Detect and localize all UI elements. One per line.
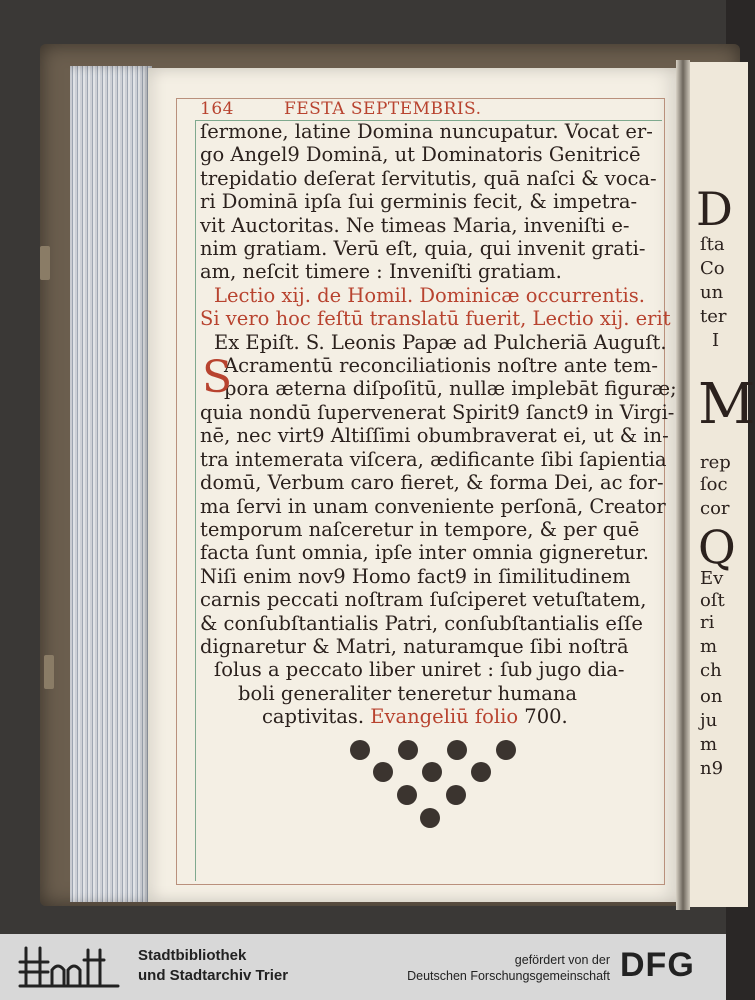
right-page-fragment: ch [700,660,722,681]
right-page-fragment: on [700,686,723,707]
clasp [40,246,50,280]
folio-number: 700. [524,705,568,729]
text-line: Acramentū reconciliationis noſtre ante tem- [224,354,658,378]
ornament-dot [447,740,467,760]
funder-line1: gefördert von der [514,953,610,967]
text-line: temporum naſceretur in tempore, & per quē [200,517,640,541]
text-line: Niſi enim nov9 Homo fact9 in ſimilitudinem [200,564,631,588]
ornament-dot [373,762,393,782]
page-header [200,98,670,120]
source-line: Ex Epiſt. S. Leonis Papæ ad Pulcheriā Auguſt. [214,330,667,354]
right-page-fragment: m [700,734,718,755]
right-page-fragment: rep [700,452,731,473]
page-text [200,98,677,729]
library-name-line2: und Stadtarchiv Trier [138,967,289,984]
ornament-dot [397,785,417,805]
text-line: dignaretur & Matri, naturamque ſibi noſtrā [200,634,629,658]
right-page-fragment: I [712,330,720,351]
text-line: facta ſunt omnia, ipſe inter omnia gigneretur. [200,541,649,565]
ornament-dot [446,785,466,805]
book-gutter [676,60,690,910]
right-page-fragment: ri [700,612,715,633]
text-line: & conſubſtantialis Patri, conſubſtantialis eſſe [200,611,643,635]
right-page-fragment: ju [700,710,718,731]
right-page-fragment: Ev [700,568,724,589]
funder-line2: Deutschen Forschungsgemeinschaft [407,969,610,983]
text-line: ma ſervi in unam conveniente perſonā, Creator [200,494,666,518]
text-line: go Angel9 Dominā, ut Dominatoris Genitricē [200,143,641,167]
right-page-fragment: Co [700,258,725,279]
right-page-fragment: cor [700,498,730,519]
text-line: ſolus a peccato liber uniret : ſub jugo dia- [214,658,625,682]
text-line: nim gratiam. Verū eſt, quia, qui invenit grati- [200,237,646,261]
right-page-fragment: oſt [700,590,725,611]
text-line: nē, nec virt9 Altiſſimi obumbraverat ei, ut & in- [200,424,669,448]
text-line: ri Dominā ipſa ſui germinis fecit, & impetra- [200,190,638,214]
text-line: ſermone, latine Domina nuncupatur. Vocat er- [200,120,653,143]
text-line: carnis peccati noſtram ſuſciperet vetuſtatem, [200,588,647,612]
right-page-fragment: un [700,282,724,303]
text-line: tra intemerata viſcera, ædificante ſibi ſapientia [200,447,667,471]
gospel-reference: Evangeliū folio [370,705,519,729]
right-page-initial: Q [698,520,736,574]
right-page-fragment: ſta [700,234,725,255]
dfg-logo: DFG [620,946,695,984]
library-name-line1: Stadtbibliothek [138,947,247,964]
right-page-fragment: m [700,636,718,657]
ornament-dot [471,762,491,782]
right-page-initial: D [696,182,733,236]
rubric-line: Lectio xij. de Homil. Dominicæ occurrentis. [214,283,645,307]
ornament-dot [496,740,516,760]
page-edges [70,66,152,902]
library-name [138,946,288,986]
final-text: captivitas. [262,705,365,729]
ornament-dot [350,740,370,760]
ornament-dot [398,740,418,760]
library-logo-icon [18,944,128,990]
funder-text [407,952,610,984]
page-number: 164 [200,99,234,119]
text-line: pora æterna diſpoſitū, nullæ implebāt figuræ; [224,377,677,401]
ornament-dot [420,808,440,828]
text-line: trepidatio deſerat ſervitutis, quā naſci & voca- [200,166,657,190]
text-line: am, neſcit timere : Inveniſti gratiam. [200,260,562,284]
text-line: vit Auctoritas. Ne timeas Maria, inveniſti e- [200,213,630,237]
text-line: boli generaliter teneretur humana [238,681,578,705]
clasp [44,655,54,689]
rubric-line: Si vero hoc feſtū translatū fuerit, Lectio xij. erit [200,307,671,331]
running-title: FESTA SEPTEMBRIS. [283,99,482,119]
right-page-fragment: n9 [700,758,724,779]
right-page-fragment: ſoc [700,474,728,495]
text-line: quia nondū ſupervenerat Spirit9 ſanct9 in Virgi- [200,400,675,424]
initial-letter: S [202,352,233,403]
right-page-fragment: ter [700,306,727,327]
final-line [200,705,670,728]
text-line: domū, Verbum caro fieret, & forma Dei, ac for- [200,471,664,495]
ornament-dot [422,762,442,782]
right-page-initial: M [698,372,755,437]
